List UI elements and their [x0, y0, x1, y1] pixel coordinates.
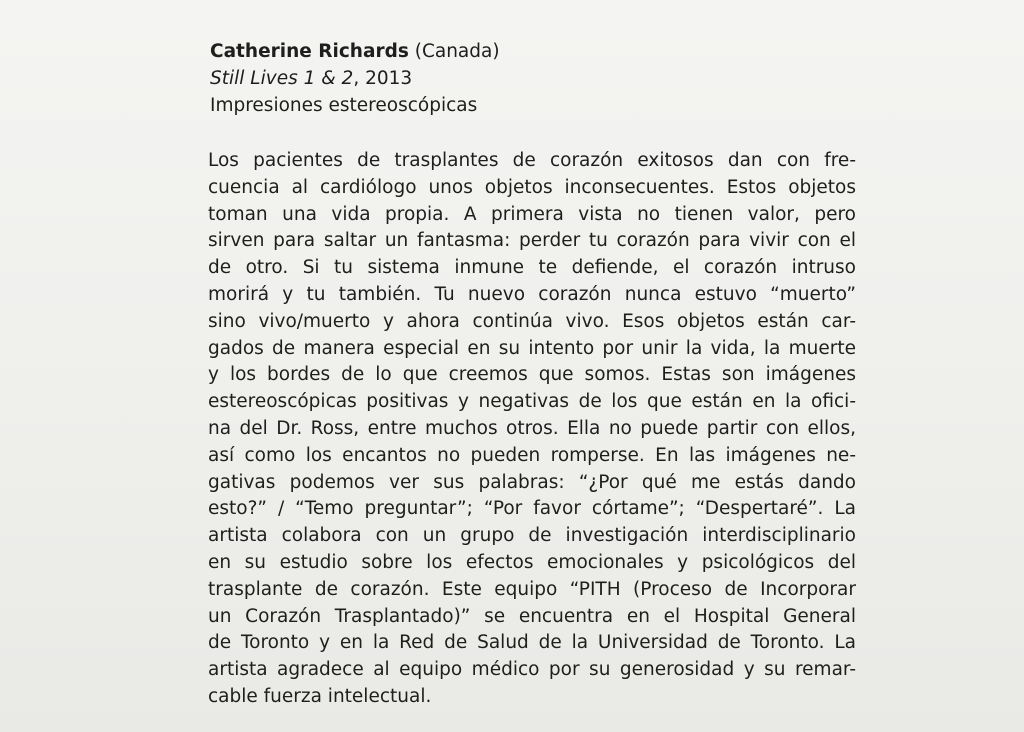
description-text [208, 148, 868, 711]
artist-line [210, 38, 870, 65]
work-line [210, 65, 870, 92]
description-line: morirá y tu también. Tu nuevo corazón nunca estuvo “muerto” [208, 283, 856, 305]
description-line: esto?” / “Temo preguntar”; “Por favor córtame”; “Despertaré”. La [208, 498, 856, 520]
work-title: Still Lives 1 & 2 [210, 68, 354, 89]
artist-name: Catherine Richards [210, 41, 409, 62]
description-line: estereoscópicas positivas y negativas de los que están en la ofici- [208, 391, 856, 413]
work-year: , 2013 [353, 68, 413, 89]
description-line: sirven para saltar un fantasma: perder tu corazón para vivir con el [208, 230, 856, 252]
description-line: trasplante de corazón. Este equipo “PITH (Proceso de Incorporar [208, 578, 856, 600]
description-line: y los bordes de lo que creemos que somos. Estas son imágenes [208, 364, 856, 386]
description-line: así como los encantos no pueden romperse. En las imágenes ne- [208, 444, 856, 466]
description-line: gados de manera especial en su intento por unir la vida, la muerte [208, 337, 856, 359]
description-line: artista colabora con un grupo de investigación interdisciplinario [208, 525, 856, 547]
artist-country: (Canada) [408, 41, 500, 62]
description-line: na del Dr. Ross, entre muchos otros. Ella no puede partir con ellos, [208, 417, 856, 439]
description-line: sino vivo/muerto y ahora continúa vivo. Esos objetos están car- [208, 310, 856, 332]
description-line: toman una vida propia. A primera vista no tienen valor, pero [208, 203, 856, 225]
description-line: gativas podemos ver sus palabras: “¿Por qué me estás dando [208, 471, 856, 493]
description-line: un Corazón Trasplantado)” se encuentra en el Hospital General [208, 605, 856, 627]
description-line: en su estudio sobre los efectos emocionales y psicológicos del [208, 551, 856, 573]
description-line: Los pacientes de trasplantes de corazón exitosos dan con fre- [208, 150, 856, 171]
description-line: cuencia al cardiólogo unos objetos inconsecuentes. Estos objetos [208, 176, 856, 198]
description-line: cable fuerza intelectual. [208, 685, 432, 707]
description-line: artista agradece al equipo médico por su generosidad y su remar- [208, 659, 856, 681]
description-line: de otro. Si tu sistema inmune te defiende, el corazón intruso [208, 257, 856, 279]
label-header [210, 38, 870, 119]
medium: Impresiones estereoscópicas [210, 95, 478, 116]
description-line: de Toronto y en la Red de Salud de la Universidad de Toronto. La [208, 632, 856, 654]
